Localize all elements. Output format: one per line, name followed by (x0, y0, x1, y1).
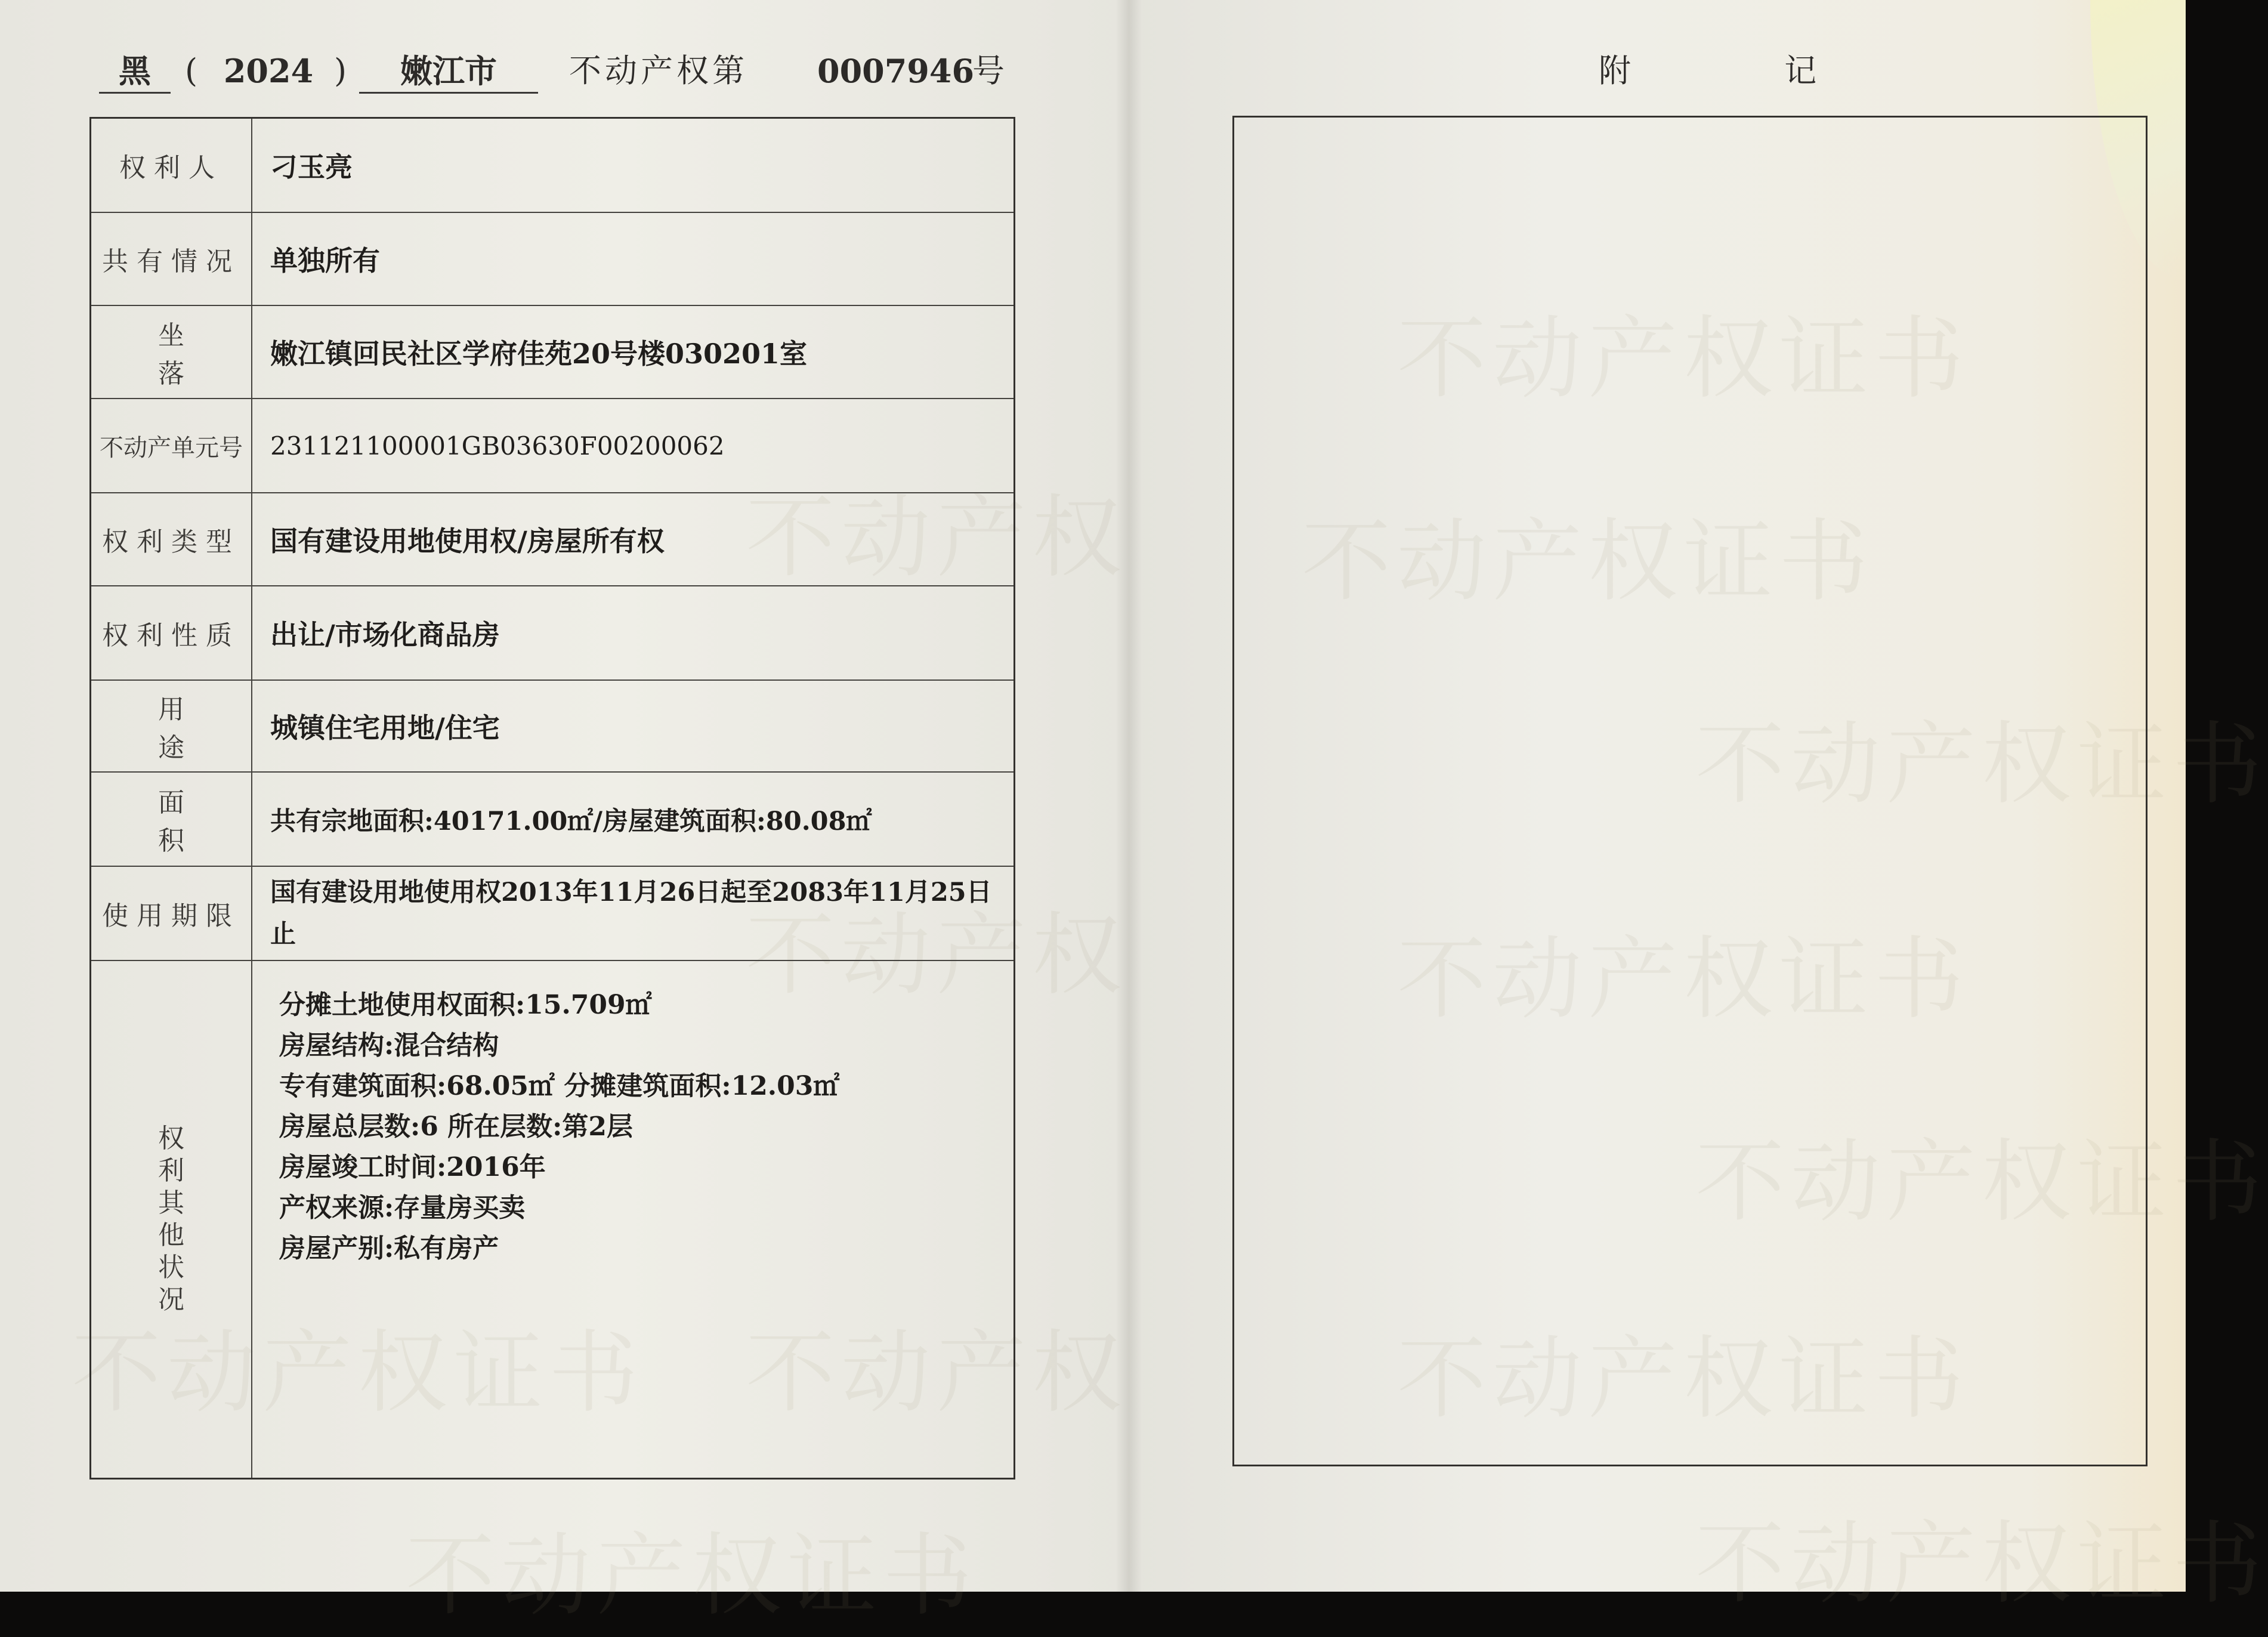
watermark: 不动产权证书 (1397, 307, 1970, 411)
row-value: 共有宗地面积:40171.00㎡/房屋建筑面积:80.08㎡ (270, 806, 872, 836)
row-label: 坐落 (91, 306, 252, 398)
other-label-char: 利 (158, 1156, 184, 1186)
other-label-char: 他 (158, 1220, 184, 1250)
table-row (91, 867, 1014, 961)
row-label: 使用期限 (91, 867, 252, 960)
row-label: 权利类型 (91, 493, 252, 585)
table-row (91, 213, 1014, 306)
paren-close: ) (334, 52, 351, 89)
watermark: 不动产权证书 (1695, 1131, 2268, 1234)
certificate-header (89, 50, 1020, 98)
other-line: 房屋产别:私有房产 (279, 1233, 499, 1264)
paren-open: ( (185, 52, 202, 89)
other-label-char: 况 (158, 1284, 184, 1315)
city-name: 嫩江市 (359, 50, 538, 94)
table-row (91, 586, 1014, 681)
other-line: 房屋竣工时间:2016年 (279, 1152, 546, 1182)
table-row (91, 681, 1014, 773)
annex-box (1232, 116, 2148, 1466)
row-label: 不动产单元号 (91, 399, 252, 492)
title-prefix: 不动产权第 (569, 52, 748, 89)
row-value: 刁玉亮 (270, 151, 353, 183)
other-label-char: 状 (158, 1252, 184, 1283)
row-label: 面积 (91, 773, 252, 866)
certificate-number: 0007946 (817, 52, 975, 90)
watermark: 不动产权证书 (1695, 1512, 2268, 1616)
table-row (91, 773, 1014, 867)
other-label-char: 权 (158, 1123, 184, 1154)
row-value: 城镇住宅用地/住宅 (270, 712, 500, 744)
row-value: 国有建设用地使用权/房屋所有权 (270, 525, 665, 557)
other-status-label (91, 961, 252, 1478)
watermark: 不动产权证书 (1397, 1327, 1970, 1431)
table-row (91, 399, 1014, 493)
table-row-other (91, 961, 1014, 1478)
row-value: 单独所有 (270, 245, 380, 277)
watermark: 不动产权证书 (1397, 928, 1970, 1031)
watermark: 不动产权证书 (746, 904, 1319, 1008)
row-label: 用途 (91, 681, 252, 771)
certificate-year: 2024 (223, 52, 314, 90)
table-row (91, 119, 1014, 213)
watermark: 不动产权证书 (1695, 713, 2268, 817)
annex-title: 附 记 (1599, 52, 1889, 89)
row-value: 国有建设用地使用权2013年11月26日起至2083年11月25日止 (270, 878, 992, 949)
other-line: 专有建筑面积:68.05㎡ 分摊建筑面积:12.03㎡ (279, 1071, 840, 1101)
other-label-char: 其 (158, 1188, 184, 1218)
watermark: 不动产权证书 (1302, 510, 1875, 614)
other-status-text (279, 985, 1002, 1269)
book-fold (1116, 0, 1142, 1592)
row-label: 权利性质 (91, 586, 252, 679)
row-label: 共有情况 (91, 213, 252, 305)
watermark: 不动产权证书 (72, 1321, 645, 1425)
number-suffix: 号 (972, 52, 1008, 89)
other-line: 房屋结构:混合结构 (279, 1030, 499, 1061)
table-row (91, 306, 1014, 399)
register-table (89, 117, 1015, 1480)
other-line: 产权来源:存量房买卖 (279, 1193, 526, 1223)
watermark: 不动产权证书 (406, 1524, 979, 1628)
row-value: 231121100001GB03630F00200062 (270, 431, 725, 461)
row-value: 嫩江镇回民社区学府佳苑20号楼030201室 (270, 338, 808, 370)
row-label: 权利人 (91, 119, 252, 212)
other-line: 房屋总层数:6 所在层数:第2层 (279, 1111, 634, 1142)
table-row (91, 493, 1014, 586)
watermark: 不动产权证书 (746, 1321, 1319, 1425)
row-value: 出让/市场化商品房 (270, 619, 500, 651)
watermark: 不动产权证书 (746, 486, 1319, 590)
province-abbr: 黑 (99, 50, 171, 94)
other-line: 分摊土地使用权面积:15.709㎡ (279, 990, 652, 1020)
